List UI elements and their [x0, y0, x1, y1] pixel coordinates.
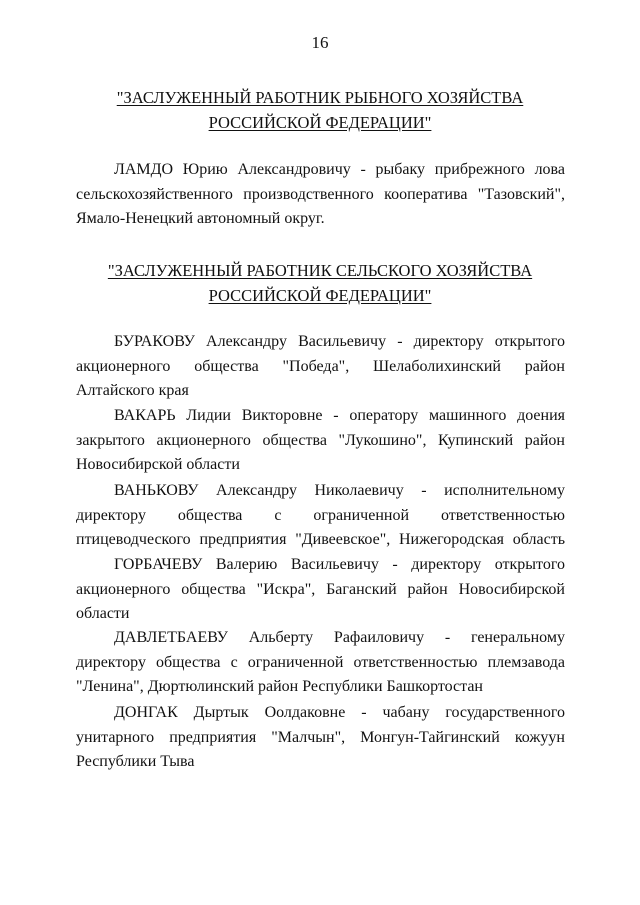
- entry-line: "Ленина", Дюртюлинский район Республики Башкортостан: [76, 678, 483, 695]
- heading-line: "ЗАСЛУЖЕННЫЙ РАБОТНИК СЕЛЬСКОГО ХОЗЯЙСТВА: [107, 261, 533, 280]
- entry-line: акционерного общества "Искра", Баганский район Новосибирской: [76, 580, 565, 598]
- entry-line: ДОНГАК Дыртык Оолдаковне - чабану государственного: [114, 704, 565, 721]
- entry-line: унитарного предприятия "Малчын", Монгун-Тайгинский кожуун: [76, 728, 565, 746]
- award-entry-davletbaev: [76, 626, 565, 700]
- entry-line: ГОРБАЧЕВУ Валерию Васильевичу - директору открытого: [114, 556, 565, 573]
- entry-line: Алтайского края: [76, 382, 189, 399]
- entry-line: области: [76, 605, 130, 622]
- award-entry-dongak: [76, 701, 565, 775]
- section-heading-agriculture: [60, 258, 580, 308]
- heading-line: "ЗАСЛУЖЕННЫЙ РАБОТНИК РЫБНОГО ХОЗЯЙСТВА: [116, 88, 524, 107]
- entry-line: ВАКАРЬ Лидии Викторовне - оператору машинного доения: [114, 407, 565, 424]
- entry-line: ЛАМДО Юрию Александровичу - рыбаку прибрежного лова: [114, 161, 565, 178]
- entry-line: Новосибирской области: [76, 456, 240, 473]
- award-entry-vakar: [76, 404, 565, 478]
- entry-line: сельскохозяйственного производственного кооператива "Тазовский",: [76, 185, 565, 203]
- entry-line: директору общества с ограниченной ответственностью: [76, 506, 565, 524]
- entry-line: птицеводческого предприятия "Дивеевское", Нижегородская область: [76, 531, 565, 548]
- award-entry-gorbachev: [76, 553, 565, 627]
- award-entry-burakov: [76, 330, 565, 404]
- entry-line: ДАВЛЕТБАЕВУ Альберту Рафаиловичу - генеральному: [114, 629, 565, 646]
- section-heading-fishery: [60, 85, 580, 135]
- page-number: 16: [311, 33, 329, 52]
- entry-line: закрытого акционерного общества "Лукошино", Купинский район: [76, 431, 565, 449]
- entry-line: акционерного общества "Победа", Шелаболихинский район: [76, 357, 565, 375]
- entry-line: ВАНЬКОВУ Александру Николаевичу - исполнительному: [114, 482, 565, 499]
- entry-line: Республики Тыва: [76, 753, 195, 770]
- award-entry-lamdo: [76, 158, 565, 232]
- award-entry-vankov: [76, 479, 565, 553]
- entry-line: директору общества с ограниченной ответственностью племзавода: [76, 653, 565, 671]
- entry-line: БУРАКОВУ Александру Васильевичу - директору открытого: [114, 333, 565, 350]
- heading-line: РОССИЙСКОЙ ФЕДЕРАЦИИ": [208, 113, 432, 132]
- entry-line: Ямало-Ненецкий автономный округ.: [76, 210, 325, 227]
- heading-line: РОССИЙСКОЙ ФЕДЕРАЦИИ": [208, 286, 432, 305]
